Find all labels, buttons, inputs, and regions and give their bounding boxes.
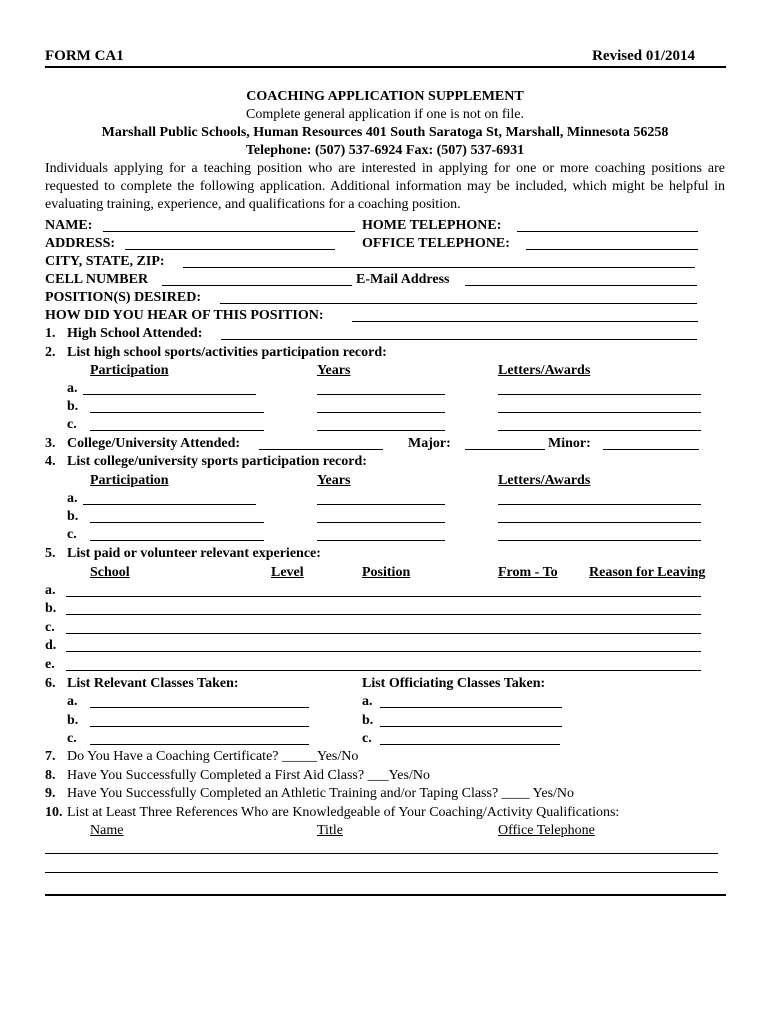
q10-text: List at Least Three References Who are Knowledgeable of Your Coaching/Activity Qualifications: xyxy=(67,805,620,820)
cell-number-field[interactable] xyxy=(162,285,352,286)
officiating-classes-label: List Officiating Classes Taken: xyxy=(362,676,546,691)
q3-label: College/University Attended: xyxy=(67,436,241,451)
address-label: ADDRESS: xyxy=(45,236,116,251)
reference-line-1[interactable] xyxy=(45,853,718,854)
college-letters-c[interactable] xyxy=(498,540,701,541)
row-letter: a. xyxy=(67,491,78,506)
row-letter: e. xyxy=(45,657,55,672)
q1-label: High School Attended: xyxy=(67,326,203,341)
name-label: NAME: xyxy=(45,218,93,233)
q8-text: Have You Successfully Completed a First Aid Class? ___Yes/No xyxy=(67,768,430,783)
q2-label: List high school sports/activities participation record: xyxy=(67,345,387,360)
document-title: COACHING APPLICATION SUPPLEMENT xyxy=(246,89,524,104)
form-id: FORM CA1 xyxy=(45,48,124,64)
reason-for-leaving-header: Reason for Leaving xyxy=(589,565,706,580)
row-letter: c. xyxy=(67,527,77,542)
how-hear-label: HOW DID YOU HEAR OF THIS POSITION: xyxy=(45,308,324,323)
address-line: Marshall Public Schools, Human Resources 401 South Saratoga St, Marshall, Minnesota 56258 xyxy=(101,125,669,140)
participation-header: Participation xyxy=(90,363,169,378)
hs-years-c[interactable] xyxy=(317,430,445,431)
row-letter: b. xyxy=(67,399,79,414)
college-participation-b[interactable] xyxy=(90,522,264,523)
row-letter: c. xyxy=(45,620,55,635)
hs-participation-a[interactable] xyxy=(83,394,256,395)
hs-years-b[interactable] xyxy=(317,412,445,413)
q1-number: 1. xyxy=(45,326,56,341)
relevant-class-a[interactable] xyxy=(90,707,309,708)
how-hear-field[interactable] xyxy=(352,321,698,322)
q6-label: List Relevant Classes Taken: xyxy=(67,676,239,691)
officiating-class-c[interactable] xyxy=(380,744,560,745)
q8-number: 8. xyxy=(45,768,56,783)
college-years-a[interactable] xyxy=(317,504,445,505)
row-letter: b. xyxy=(67,713,79,728)
letters-awards-header: Letters/Awards xyxy=(498,473,591,488)
reference-line-2[interactable] xyxy=(45,872,718,873)
email-label: E-Mail Address xyxy=(356,272,450,287)
hs-letters-b[interactable] xyxy=(498,412,701,413)
hs-letters-a[interactable] xyxy=(498,394,701,395)
phone-line: Telephone: (507) 537-6924 Fax: (507) 537-6931 xyxy=(245,143,525,158)
participation-header: Participation xyxy=(90,473,169,488)
q9-number: 9. xyxy=(45,786,56,801)
row-letter: c. xyxy=(67,417,77,432)
officiating-class-b[interactable] xyxy=(380,726,562,727)
q9-text: Have You Successfully Completed an Athletic Training and/or Taping Class? ____ Yes/No xyxy=(67,786,575,801)
cell-number-label: CELL NUMBER xyxy=(45,272,149,287)
row-letter: c. xyxy=(362,731,372,746)
experience-line-d[interactable] xyxy=(66,651,701,652)
home-telephone-field[interactable] xyxy=(517,231,698,232)
home-telephone-label: HOME TELEPHONE: xyxy=(362,218,502,233)
q5-label: List paid or volunteer relevant experience: xyxy=(67,546,321,561)
experience-line-a[interactable] xyxy=(66,596,701,597)
revised-date: Revised 01/2014 xyxy=(592,48,695,64)
row-letter: a. xyxy=(67,381,78,396)
reference-name-header: Name xyxy=(90,823,124,838)
q4-number: 4. xyxy=(45,454,56,469)
row-letter: c. xyxy=(67,731,77,746)
reference-title-header: Title xyxy=(317,823,343,838)
row-letter: a. xyxy=(362,694,373,709)
q7-number: 7. xyxy=(45,749,56,764)
q7-text: Do You Have a Coaching Certificate? _____Yes/No xyxy=(67,749,359,764)
row-letter: b. xyxy=(67,509,79,524)
row-letter: b. xyxy=(45,601,57,616)
college-letters-b[interactable] xyxy=(498,522,701,523)
email-field[interactable] xyxy=(465,285,697,286)
address-field[interactable] xyxy=(125,249,335,250)
college-years-c[interactable] xyxy=(317,540,445,541)
q5-number: 5. xyxy=(45,546,56,561)
high-school-field[interactable] xyxy=(221,339,697,340)
relevant-class-b[interactable] xyxy=(90,726,309,727)
years-header: Years xyxy=(317,473,351,488)
years-header: Years xyxy=(317,363,351,378)
letters-awards-header: Letters/Awards xyxy=(498,363,591,378)
positions-desired-label: POSITION(S) DESIRED: xyxy=(45,290,201,305)
hs-participation-b[interactable] xyxy=(90,412,264,413)
header-rule xyxy=(45,66,726,68)
office-telephone-label: OFFICE TELEPHONE: xyxy=(362,236,510,251)
officiating-class-a[interactable] xyxy=(380,707,562,708)
intro-paragraph: Individuals applying for a teaching position who are interested in applying for one or more coaching positions are requested to complete the following application. Additional information may be included, which might be helpful in evaluating training, experience, and qualifications for a coaching position. xyxy=(45,161,725,212)
hs-participation-c[interactable] xyxy=(90,430,264,431)
q2-number: 2. xyxy=(45,345,56,360)
relevant-class-c[interactable] xyxy=(90,744,309,745)
major-field[interactable] xyxy=(465,449,545,450)
from-to-header: From - To xyxy=(498,565,558,580)
q10-number: 10. xyxy=(45,805,63,820)
positions-desired-field[interactable] xyxy=(220,303,697,304)
row-letter: b. xyxy=(362,713,374,728)
major-label: Major: xyxy=(408,436,451,451)
college-participation-c[interactable] xyxy=(90,540,264,541)
row-letter: a. xyxy=(45,583,56,598)
school-header: School xyxy=(90,565,130,580)
minor-field[interactable] xyxy=(603,449,699,450)
hs-letters-c[interactable] xyxy=(498,430,701,431)
q4-label: List college/university sports participation record: xyxy=(67,454,367,469)
city-state-zip-field[interactable] xyxy=(183,267,695,268)
position-header: Position xyxy=(362,565,411,580)
q3-number: 3. xyxy=(45,436,56,451)
minor-label: Minor: xyxy=(548,436,591,451)
college-years-b[interactable] xyxy=(317,522,445,523)
footer-rule xyxy=(45,894,726,896)
document-subtitle: Complete general application if one is not on file. xyxy=(246,107,524,122)
row-letter: a. xyxy=(67,694,78,709)
level-header: Level xyxy=(271,565,304,580)
hs-years-a[interactable] xyxy=(317,394,445,395)
college-participation-a[interactable] xyxy=(83,504,256,505)
college-letters-a[interactable] xyxy=(498,504,701,505)
office-telephone-field[interactable] xyxy=(526,249,698,250)
name-field[interactable] xyxy=(103,231,355,232)
row-letter: d. xyxy=(45,638,57,653)
experience-line-b[interactable] xyxy=(66,614,701,615)
experience-line-c[interactable] xyxy=(66,633,701,634)
college-field[interactable] xyxy=(259,449,383,450)
reference-office-telephone-header: Office Telephone xyxy=(498,823,595,838)
q6-number: 6. xyxy=(45,676,56,691)
city-state-zip-label: CITY, STATE, ZIP: xyxy=(45,254,165,269)
experience-line-e[interactable] xyxy=(66,670,701,671)
